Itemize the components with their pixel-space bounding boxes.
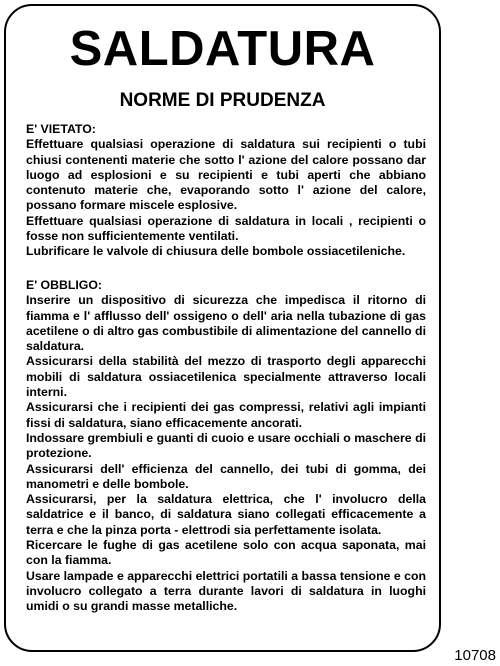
obbligo-item: Assicurarsi che i recipienti dei gas compressi, relativi agli impianti fissi di saldatura, siano efficacemente ancorati. bbox=[26, 400, 426, 430]
obbligo-item: Indossare grembiuli e guanti di cuoio e usare occhiali o maschere di protezione. bbox=[26, 430, 426, 461]
obbligo-item: Assicurarsi della stabilità del mezzo di trasporto degli apparecchi mobili di saldatura ossiacetilenica specialmente attraverso locali interni. bbox=[26, 354, 426, 400]
obbligo-item: Assicurarsi, per la saldatura elettrica, che l' involucro della saldatrice e il banco, di saldatura siano collegati efficacemente a terra e che la pinza porta - elettrodi sia perfettamente isolata. bbox=[26, 492, 426, 537]
safety-sign bbox=[4, 4, 441, 652]
sign-title: SALDATURA bbox=[69, 22, 376, 76]
obbligo-item: Assicurarsi dell' efficienza del cannello, dei tubi di gomma, dei manometri e delle bombole. bbox=[26, 461, 426, 491]
section-obbligo bbox=[26, 278, 426, 615]
product-code: 10708 bbox=[454, 647, 496, 664]
sign-subtitle: NORME DI PRUDENZA bbox=[119, 90, 326, 111]
section-vietato bbox=[26, 122, 426, 260]
obbligo-item: Inserire un dispositivo di sicurezza che impedisca il ritorno di fiamma e l' afflusso dell' ossigeno o dell' aria nella tubazione di gas acetilene o di altro gas combustibile di alimentazione del cannello di saldatura. bbox=[26, 293, 426, 354]
obbligo-item: Usare lampade e apparecchi elettrici portatili a bassa tensione e con involucro collegato a terra durante lavori di saldatura in luoghi umidi o su grandi masse metalliche. bbox=[26, 568, 426, 614]
vietato-item: Lubrificare le valvole di chiusura delle bombole ossiacetileniche. bbox=[26, 244, 406, 259]
section-vietato-heading: E' VIETATO: bbox=[26, 122, 96, 136]
section-obbligo-heading: E' OBBLIGO: bbox=[26, 278, 103, 292]
vietato-item: Effettuare qualsiasi operazione di saldatura sui recipienti o tubi chiusi contenenti materie che sotto l' azione del calore possano dar luogo ad esplosioni e su recipienti e tubi aperti che abbiano contenuto materie che, evaporando sotto l' azione del calore, possano formare miscele esplosive. bbox=[26, 137, 426, 213]
vietato-item: Effettuare qualsiasi operazione di saldatura in locali , recipienti o fosse non sufficientemente ventilati. bbox=[26, 213, 426, 244]
obbligo-item: Ricercare le fughe di gas acetilene solo con acqua saponata, mai con la fiamma. bbox=[26, 538, 426, 568]
